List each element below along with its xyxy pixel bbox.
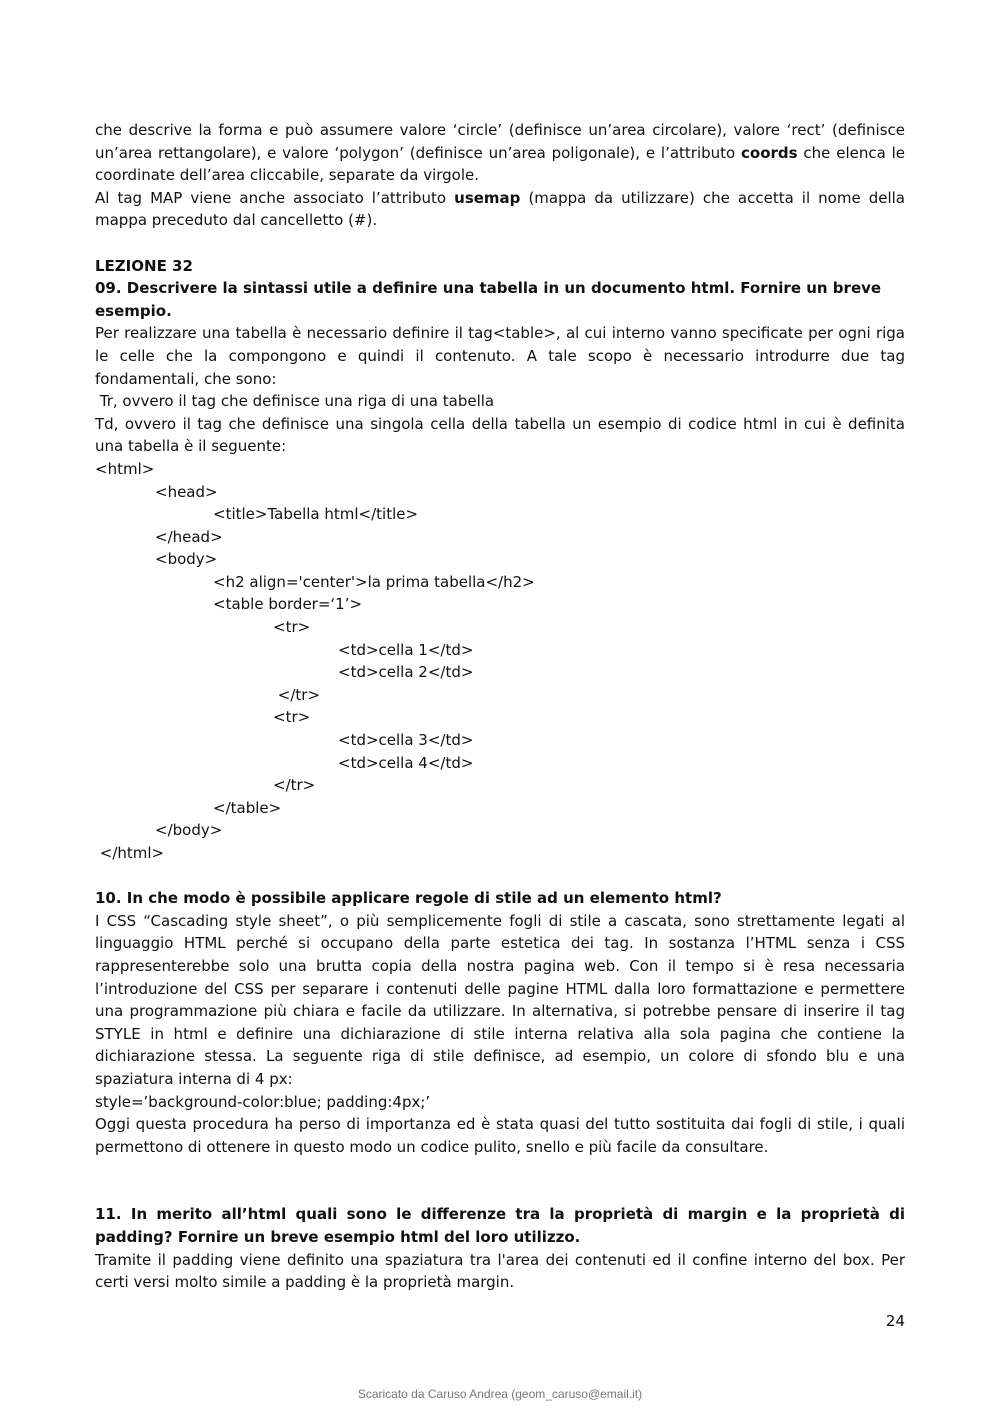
question-09-title: 09. Descrivere la sintassi utile a definire una tabella in un documento html. Fornire un breve esempio.	[95, 279, 882, 320]
question-09-body: Per realizzare una tabella è necessario definire il tag<table>, al cui interno vanno specificate per ogni riga le celle che la compongono e quindi il contenuto. A tale scopo è necessario introdurre due tag fondamentali, che sono:	[95, 324, 905, 388]
code-line: <title>Tabella html</title>	[213, 505, 419, 524]
code-line: <body>	[155, 550, 218, 569]
code-line: </tr>	[273, 776, 316, 795]
tr-description: Tr, ovvero il tag che definisce una riga di una tabella	[95, 392, 495, 411]
intro-paragraph-2	[95, 187, 905, 232]
code-line: <head>	[155, 482, 218, 501]
style-example-line: style=’background-color:blue; padding:4px;’	[95, 1092, 431, 1111]
question-10-body-2: Oggi questa procedura ha perso di importanza ed è stata quasi del tutto sostituita dai fogli di stile, i quali permettono di ottenere in questo modo un codice pulito, snello e più facile da consultare.	[95, 1115, 905, 1156]
code-line: <table border=‘1’>	[213, 595, 363, 614]
bold-term-coords: coords	[741, 143, 798, 162]
code-line: <td>cella 3</td>	[338, 731, 474, 750]
text-run: Al tag MAP viene anche associato l’attributo	[95, 188, 455, 207]
code-line: <td>cella 2</td>	[338, 663, 474, 682]
td-description: Td, ovvero il tag che definisce una singola cella della tabella un esempio di codice html in cui è definita una tabella è il seguente:	[95, 414, 905, 456]
code-line: <td>cella 1</td>	[338, 640, 474, 659]
code-example	[95, 458, 905, 865]
document-page	[95, 119, 905, 1294]
code-line: </tr>	[273, 685, 321, 704]
code-line: <tr>	[273, 708, 311, 727]
question-10-body: I CSS “Cascading style sheet”, o più semplicemente fogli di stile a cascata, sono strettamente legati al linguaggio HTML perché si occupano della parte estetica dei tag. In sostanza l’HTML senza i CSS rappresenterebbe solo una brutta copia della nostra pagina web. Con il tempo si è resa necessaria l’introduzione del CSS per separare i contenuti delle pagine HTML dalla loro formattazione e permettere una programmazione più chiara e facile da utilizzare. In alternativa, si potrebbe pensare di inserire il tag STYLE in html e definire una dichiarazione di stile interna relativa alla sola pagina che contiene la dichiarazione stessa. La seguente riga di stile definisce, ad esempio, un colore di sfondo blu e una spaziatura interna di 4 px:	[95, 911, 905, 1088]
question-11-title: 11. In merito all’html quali sono le differenze tra la proprietà di margin e la proprietà di padding? Fornire un breve esempio html del loro utilizzo.	[95, 1205, 905, 1246]
intro-paragraph-1	[95, 119, 905, 187]
text-run: (mappa da utilizzare) che accetta il nome della mappa preceduto dal cancelletto (#).	[95, 188, 905, 230]
text-run: che descrive la forma e può assumere valore ‘circle’ (definisce un’area circolare), valore ‘rect’ (definisce un’area rettangolare), e valore ‘polygon’ (definisce un’area poligonale), e l’attributo	[95, 121, 905, 162]
lesson-heading: LEZIONE 32	[95, 256, 193, 275]
bold-term-usemap: usemap	[454, 188, 521, 207]
question-11-body: Tramite il padding viene definito una spaziatura tra l'area dei contenuti ed il confine interno del box. Per certi versi molto simile a padding è la proprietà margin.	[95, 1250, 905, 1292]
download-footer: Scaricato da Caruso Andrea (geom_caruso@email.it)	[357, 1387, 643, 1401]
code-line: <td>cella 4</td>	[338, 753, 474, 772]
text-run: che elenca le coordinate dell’area cliccabile, separate da virgole.	[95, 143, 905, 185]
code-line: </table>	[213, 798, 282, 817]
code-line: <tr>	[273, 618, 311, 637]
code-line: <html>	[95, 459, 155, 478]
code-line: </html>	[95, 844, 165, 862]
code-line: </body>	[155, 821, 223, 840]
question-10-title: 10. In che modo è possibile applicare regole di stile ad un elemento html?	[95, 889, 722, 908]
page-number: 24	[885, 1312, 905, 1330]
code-line: </head>	[155, 527, 223, 546]
code-line: <h2 align='center'>la prima tabella</h2>	[213, 572, 535, 591]
